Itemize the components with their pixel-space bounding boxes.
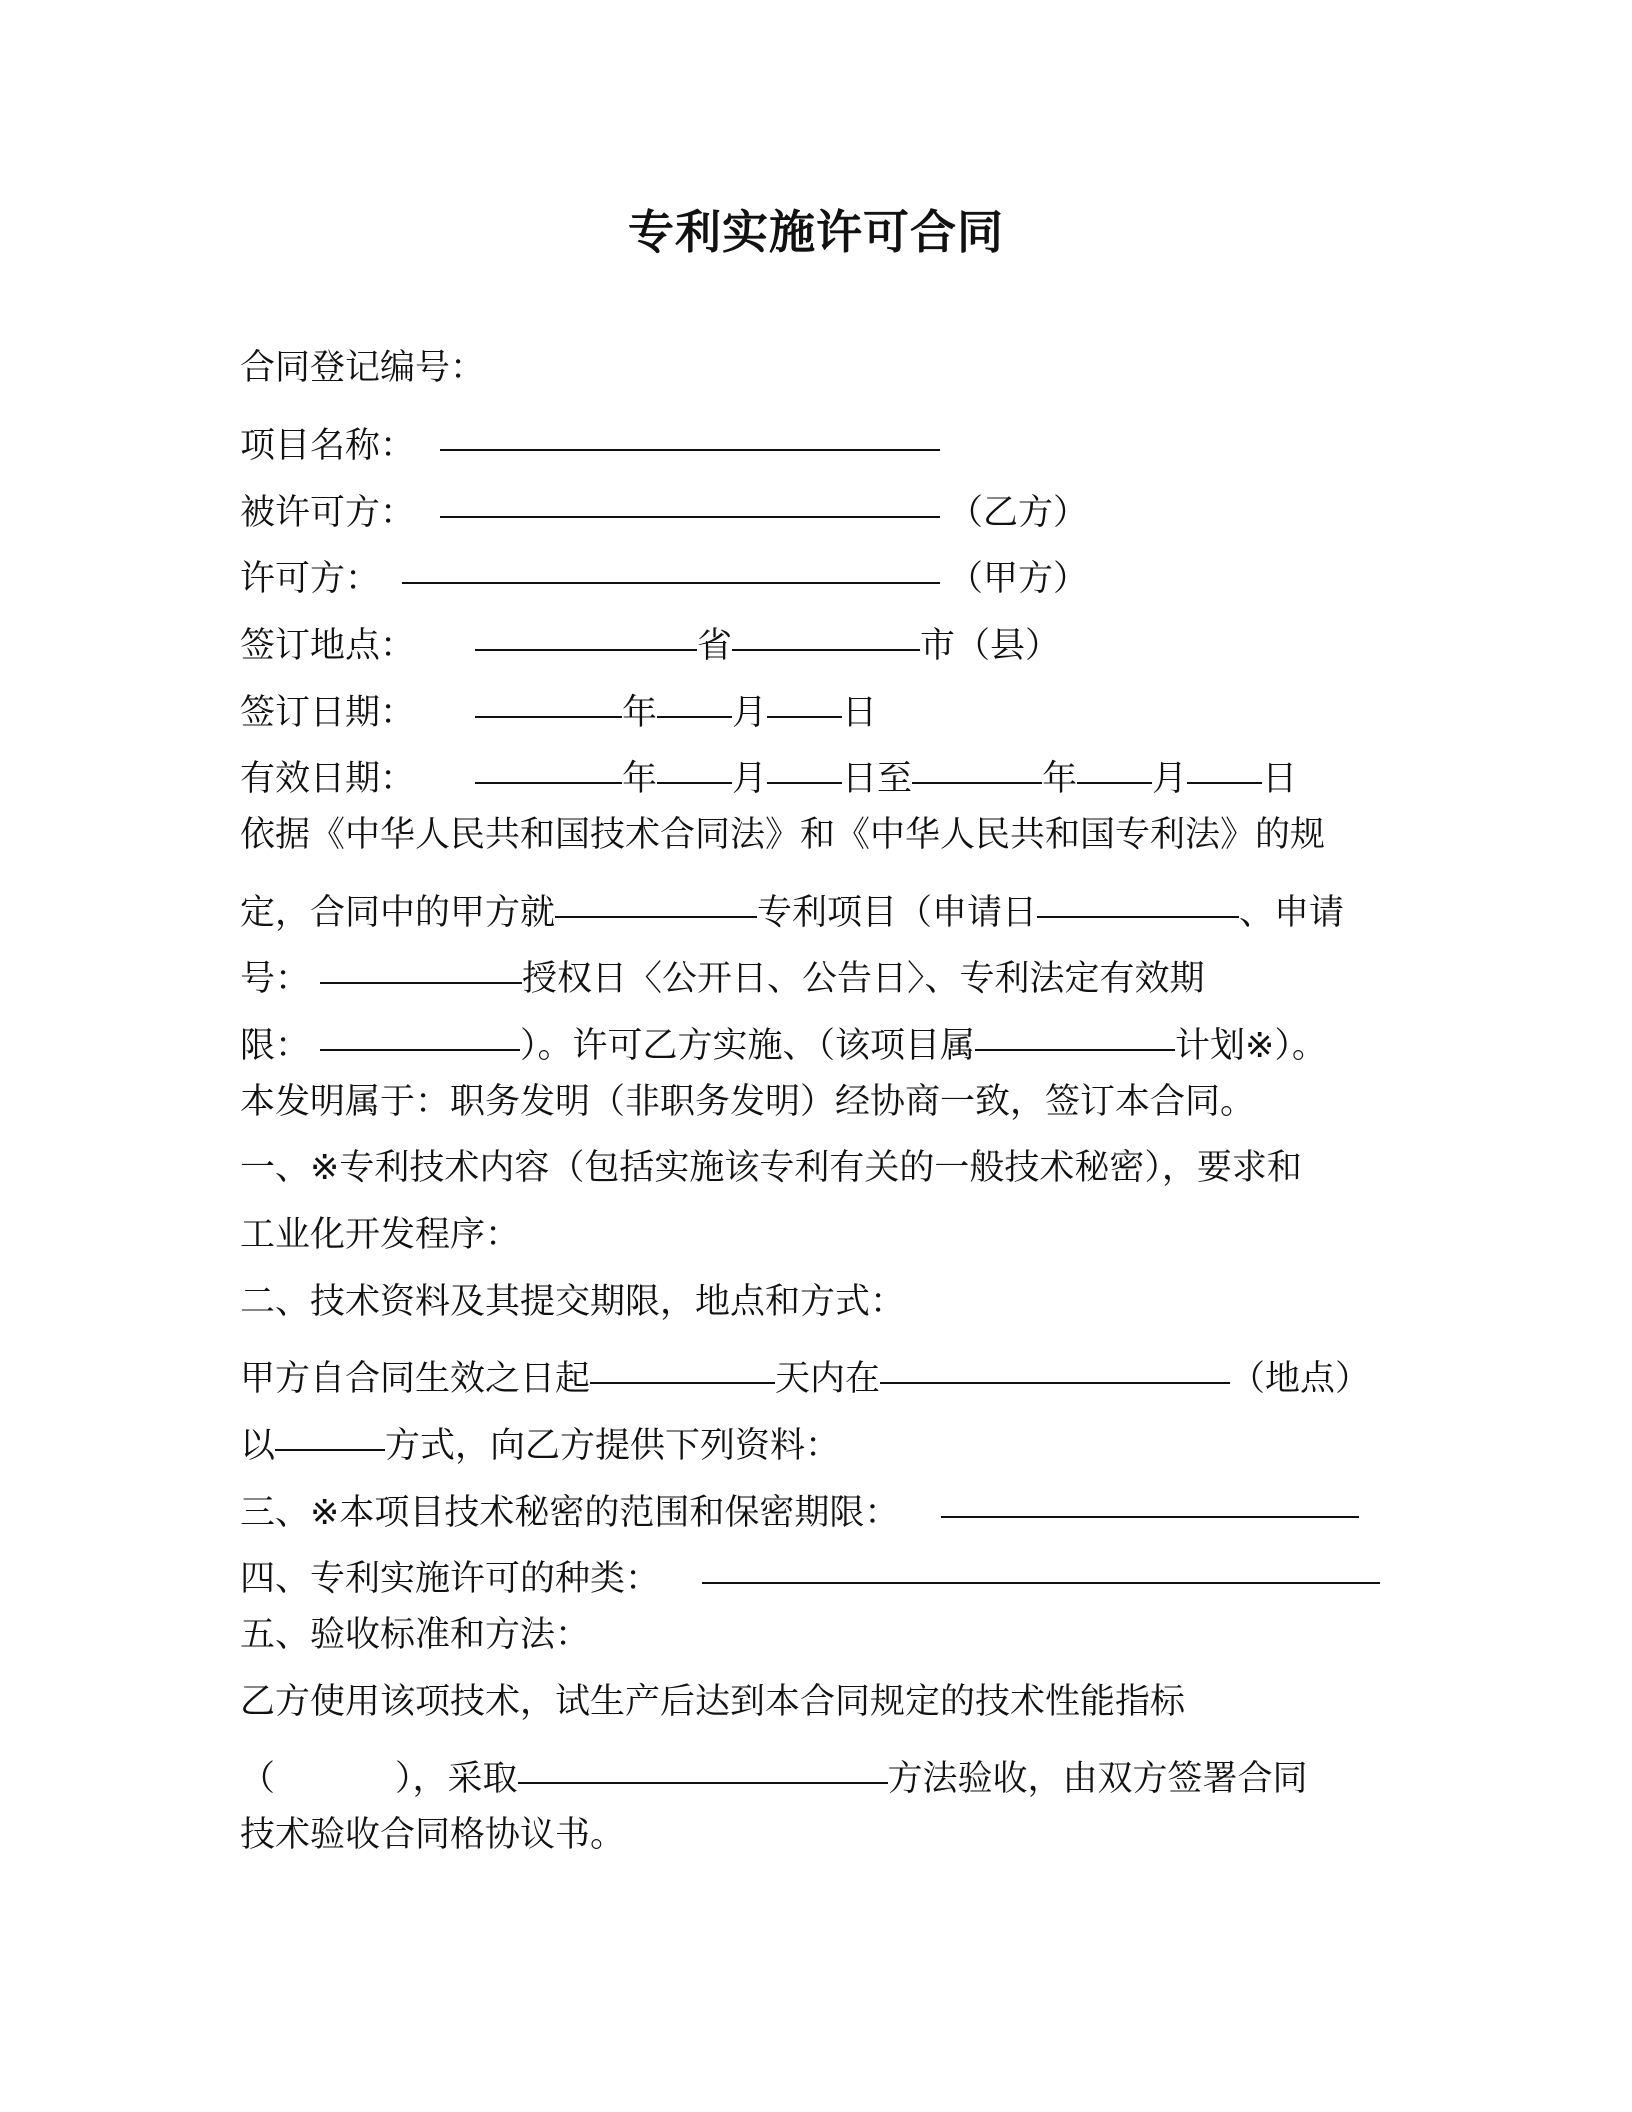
paragraph-text: 号：: [240, 959, 311, 999]
section-text: 乙方使用该项技术，试生产后达到本合同规定的技术性能指标: [240, 1682, 1186, 1722]
end-day-blank[interactable]: [1187, 738, 1262, 784]
section-text: 三、※本项目技术秘密的范围和保密期限：: [240, 1493, 900, 1533]
project-name-line: [240, 405, 940, 465]
valid-day-blank[interactable]: [767, 738, 842, 784]
section-2-heading: [240, 1272, 905, 1332]
acceptance-method-blank[interactable]: [518, 1738, 888, 1784]
licensor-line: [240, 538, 1088, 598]
section-text: 甲方自合同生效之日起: [240, 1359, 591, 1399]
licensee-line: [240, 472, 1088, 532]
end-year-label: 年: [1042, 759, 1078, 799]
section-text: 方式，向乙方提供下列资料：: [385, 1426, 841, 1466]
licensee-party: （乙方）: [948, 493, 1089, 533]
valid-day-to-label: 日至: [842, 759, 913, 799]
section-text: 二、技术资料及其提交期限，地点和方式：: [240, 1282, 906, 1322]
paragraph-text: 本发明属于：职务发明（非职务发明）经协商一致，签订本合同。: [240, 1082, 1256, 1122]
section-3-heading: [240, 1472, 1359, 1532]
licensee-label: 被许可方：: [240, 493, 416, 533]
section-text: 四、专利实施许可的种类：: [240, 1559, 661, 1599]
location-blank[interactable]: [880, 1338, 1230, 1384]
paragraph-line: [240, 805, 1325, 865]
city-blank[interactable]: [732, 605, 920, 651]
valid-month-blank[interactable]: [657, 738, 732, 784]
section-1-heading: [240, 1138, 1302, 1198]
end-year-blank[interactable]: [912, 738, 1042, 784]
paragraph-text: 授权日〈公开日、公告日〉、专利法定有效期: [522, 959, 1205, 999]
sign-date-line: [240, 672, 877, 732]
section-text: 一、※专利技术内容（包括实施该专利有关的一般技术秘密），要求和: [240, 1148, 1302, 1188]
section-2-line-1: [240, 1338, 1370, 1398]
sign-month-blank[interactable]: [657, 672, 732, 718]
province-blank[interactable]: [475, 605, 697, 651]
end-month-blank[interactable]: [1077, 738, 1152, 784]
paragraph-line: [240, 938, 1205, 998]
paragraph-line: [240, 1072, 1255, 1132]
sign-day-label: 日: [842, 693, 878, 733]
project-name-label: 项目名称：: [240, 426, 416, 466]
valid-year-blank[interactable]: [475, 738, 622, 784]
section-4-heading: [240, 1538, 1380, 1598]
document-title: 专利实施许可合同: [628, 205, 1004, 259]
license-type-blank[interactable]: [702, 1538, 1380, 1584]
valid-year-label: 年: [622, 759, 658, 799]
sign-day-blank[interactable]: [767, 672, 842, 718]
section-text: （: [240, 1759, 276, 1799]
plan-blank[interactable]: [975, 1005, 1175, 1051]
licensor-blank[interactable]: [402, 538, 940, 584]
paragraph-text: 限：: [240, 1026, 311, 1066]
application-date-blank[interactable]: [1037, 872, 1239, 918]
application-no-blank[interactable]: [320, 938, 522, 984]
project-name-blank[interactable]: [440, 405, 940, 451]
method-blank[interactable]: [275, 1405, 385, 1451]
paragraph-line: [240, 872, 1344, 932]
patent-item-blank[interactable]: [555, 872, 757, 918]
days-blank[interactable]: [590, 1338, 775, 1384]
sign-date-label: 签订日期：: [240, 693, 416, 733]
valid-date-label: 有效日期：: [240, 759, 416, 799]
paragraph-line: [240, 1005, 1327, 1065]
section-1-heading-cont: [240, 1205, 520, 1265]
valid-month-label: 月: [732, 759, 768, 799]
section-text: 方法验收，由双方签署合同: [887, 1759, 1308, 1799]
registration-no-line: [240, 338, 485, 398]
paragraph-text: 计划※）。: [1175, 1026, 1327, 1066]
secret-scope-blank[interactable]: [941, 1472, 1359, 1518]
licensor-label: 许可方：: [240, 559, 381, 599]
paragraph-text: 、申请: [1239, 893, 1345, 933]
sign-place-line: [240, 605, 1060, 665]
paragraph-text: ）。许可乙方实施、（该项目属: [520, 1026, 976, 1066]
section-2-line-2: [240, 1405, 840, 1465]
section-text: 技术验收合同格协议书。: [240, 1815, 626, 1855]
licensee-blank[interactable]: [440, 472, 940, 518]
paragraph-text: 定，合同中的甲方就: [240, 893, 556, 933]
section-5-heading: [240, 1605, 590, 1665]
valid-date-line: [240, 738, 1297, 798]
section-text: 以: [240, 1426, 276, 1466]
section-5-line-2: [240, 1738, 1308, 1798]
paragraph-text: 依据《中华人民共和国技术合同法》和《中华人民共和国专利法》的规: [240, 815, 1326, 855]
section-5-line-1: [240, 1672, 1185, 1732]
section-5-line-3: [240, 1805, 625, 1865]
registration-no-label: 合同登记编号：: [240, 348, 486, 388]
paragraph-text: 专利项目（申请日: [757, 893, 1038, 933]
end-day-label: 日: [1262, 759, 1298, 799]
licensor-party: （甲方）: [948, 559, 1089, 599]
sign-year-label: 年: [622, 693, 658, 733]
sign-year-blank[interactable]: [475, 672, 622, 718]
section-text: 天内在: [775, 1359, 881, 1399]
city-label: 市（县）: [920, 626, 1061, 666]
validity-period-blank[interactable]: [320, 1005, 520, 1051]
province-label: 省: [697, 626, 733, 666]
sign-month-label: 月: [732, 693, 768, 733]
section-text: 五、验收标准和方法：: [240, 1615, 591, 1655]
section-text: ），采取: [395, 1759, 518, 1799]
section-text: 工业化开发程序：: [240, 1215, 521, 1255]
sign-place-label: 签订地点：: [240, 626, 416, 666]
section-text: （地点）: [1230, 1359, 1371, 1399]
end-month-label: 月: [1152, 759, 1188, 799]
